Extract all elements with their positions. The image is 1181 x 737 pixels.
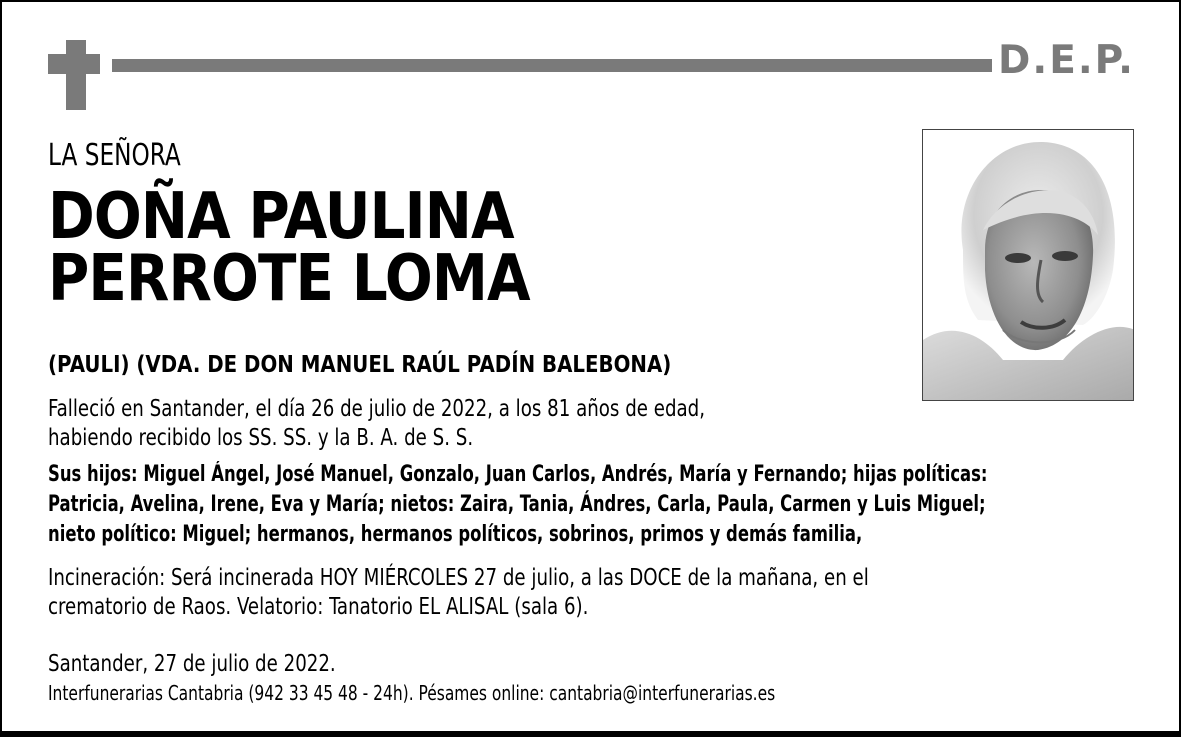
ceremony-line1: Incineración: Será incinerada HOY MIÉRCOLES 27 de julio, a las DOCE de la mañana, en el: [48, 565, 869, 591]
death-notice: [48, 395, 705, 453]
death-notice-line2: habiendo recibido los SS. SS. y la B. A. de S. S.: [48, 425, 474, 451]
family-list: [48, 460, 987, 550]
portrait-photo: [922, 129, 1134, 401]
header-rule: [112, 59, 992, 72]
dep-label: D.E.P.: [998, 38, 1135, 83]
deceased-alias: (PAULI) (VDA. DE DON MANUEL RAÚL PADÍN BALEBONA): [48, 352, 672, 378]
deceased-name: [48, 180, 530, 316]
intro-title: LA SEÑORA: [48, 138, 181, 173]
cross-icon: [66, 40, 86, 110]
ceremony-info: [48, 564, 869, 622]
funeral-home-contact: Interfunerarias Cantabria (942 33 45 48 - 24h). Pésames online: cantabria@interfunerarias.es: [48, 681, 776, 705]
family-line1: Sus hijos: Miguel Ángel, José Manuel, Gonzalo, Juan Carlos, Andrés, María y Fernando; hijas políticas:: [48, 462, 988, 487]
deceased-name-line2: PERROTE LOMA: [48, 242, 530, 316]
deceased-name-line1: DOÑA PAULINA: [48, 180, 514, 254]
portrait-photo-icon: [923, 130, 1134, 401]
family-line3: nieto político: Miguel; hermanos, hermanos políticos, sobrinos, primos y demás familia,: [48, 522, 863, 547]
death-notice-line1: Falleció en Santander, el día 26 de julio de 2022, a los 81 años de edad,: [48, 396, 706, 422]
family-line2: Patricia, Avelina, Irene, Eva y María; nietos: Zaira, Tania, Ándres, Carla, Paula, Carmen y Luis Miguel;: [48, 492, 986, 517]
ceremony-line2: crematorio de Raos. Velatorio: Tanatorio EL ALISAL (sala 6).: [48, 594, 589, 620]
cross-icon-bar: [48, 54, 100, 74]
place-date: Santander, 27 de julio de 2022.: [48, 651, 336, 677]
